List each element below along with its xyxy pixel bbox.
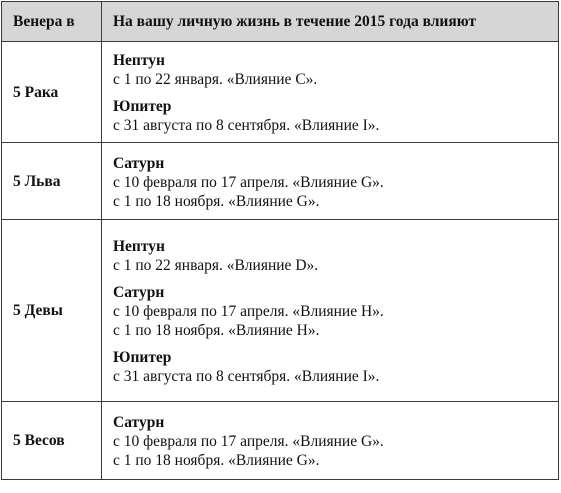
period-line: с 1 по 22 января. «Влияние C». — [113, 71, 318, 88]
table-row — [2, 42, 559, 143]
venus-sign-cell: 5 Девы — [2, 220, 102, 402]
period-line: с 31 августа по 8 сентября. «Влияние I». — [113, 368, 380, 385]
influence-cell — [102, 42, 559, 143]
venus-influence-table — [1, 1, 559, 480]
influence-cell — [102, 143, 559, 220]
planet-name: Юпитер — [113, 98, 172, 115]
planet-name: Сатурн — [113, 414, 165, 431]
planet-name: Сатурн — [113, 154, 165, 172]
venus-sign-cell: 5 Льва — [2, 143, 102, 220]
period-line: с 1 по 22 января. «Влияние D». — [113, 257, 319, 274]
planet-block — [113, 154, 550, 211]
period-line: с 10 февраля по 17 апреля. «Влияние G». — [113, 433, 384, 450]
planet-block — [113, 413, 550, 470]
venus-sign-cell: 5 Рака — [2, 42, 102, 143]
planet-block — [113, 97, 550, 135]
planet-name: Сатурн — [113, 284, 165, 301]
planet-block — [113, 283, 550, 340]
period-line: с 1 по 18 ноября. «Влияние H». — [113, 322, 320, 339]
table-row — [2, 220, 559, 402]
table-row — [2, 402, 559, 480]
influence-cell — [102, 220, 559, 402]
period-line: с 10 февраля по 17 апреля. «Влияние H». — [113, 303, 384, 320]
planet-block — [113, 237, 550, 275]
planet-block — [113, 348, 550, 386]
period-line: с 10 февраля по 17 апреля. «Влияние G». — [113, 173, 384, 191]
planet-name: Нептун — [113, 52, 165, 69]
period-line: с 1 по 18 ноября. «Влияние G». — [113, 192, 320, 210]
planet-name: Юпитер — [113, 349, 172, 366]
table-row — [2, 143, 559, 220]
influence-cell — [102, 402, 559, 480]
table-header-row — [2, 2, 559, 42]
venus-sign-cell: 5 Весов — [2, 402, 102, 480]
header-influences: На вашу личную жизнь в течение 2015 года влияют — [102, 2, 559, 42]
planet-name: Нептун — [113, 238, 165, 255]
period-line: с 31 августа по 8 сентября. «Влияние I». — [113, 117, 380, 134]
header-venus-in: Венера в — [2, 2, 102, 42]
period-line: с 1 по 18 ноября. «Влияние G». — [113, 452, 320, 469]
planet-block — [113, 51, 550, 89]
